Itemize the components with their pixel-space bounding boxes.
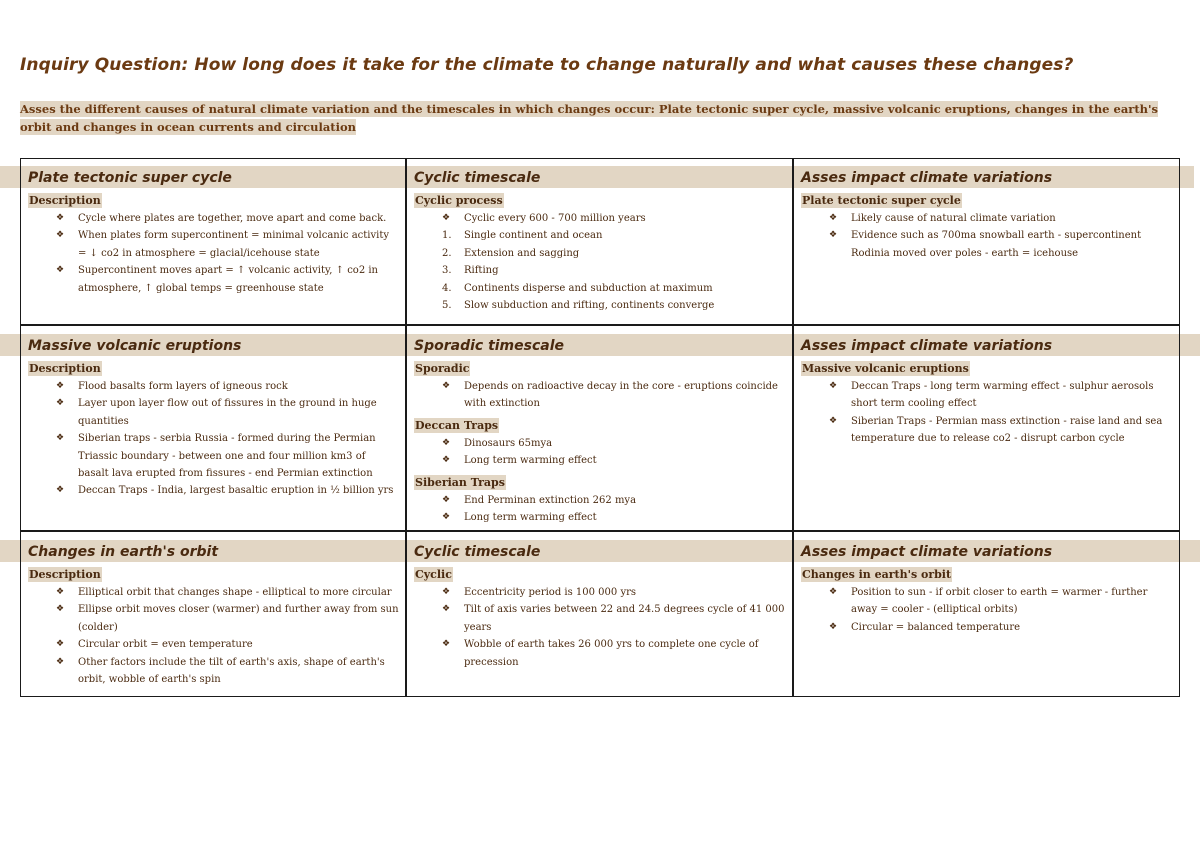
diamond-bullet-icon: ❖ <box>442 604 451 615</box>
list-item-text: Circular orbit = even temperature <box>78 639 253 651</box>
diamond-bullet-icon: ❖ <box>56 656 65 667</box>
list-item <box>28 378 399 395</box>
bullet-list <box>414 492 786 527</box>
section-label-row <box>801 356 1174 376</box>
bullet-list <box>28 584 399 688</box>
list-item <box>414 227 786 244</box>
intro-statement <box>20 100 1180 136</box>
diamond-bullet-icon: ❖ <box>56 604 65 615</box>
list-item-text: Rifting <box>464 265 499 277</box>
diamond-bullet-icon: ❖ <box>829 213 838 223</box>
table-cell <box>793 540 1180 636</box>
list-number: 3. <box>442 265 452 277</box>
cell-heading: Plate tectonic super cycle <box>28 170 232 186</box>
list-item-text: Ellipse orbit moves closer (warmer) and further away from sun (colder) <box>78 604 399 633</box>
diamond-bullet-icon: ❖ <box>442 381 451 391</box>
table-cell <box>20 334 405 500</box>
section-label: Description <box>29 194 101 207</box>
list-item <box>414 435 786 452</box>
cell-heading: Asses impact climate variations <box>801 170 1053 186</box>
list-item-text: Long term warming effect <box>464 512 597 524</box>
table-cell <box>793 166 1180 262</box>
bullet-list <box>801 378 1174 448</box>
list-item <box>801 413 1174 448</box>
section-label: Plate tectonic super cycle <box>802 194 961 207</box>
bullet-list <box>414 435 786 470</box>
bullet-list <box>801 210 1174 262</box>
list-item-text: Tilt of axis varies between 22 and 24.5 degrees cycle of 41 000 years <box>464 604 785 633</box>
section-label: Changes in earth's orbit <box>802 568 952 581</box>
cell-heading: Massive volcanic eruptions <box>28 338 242 354</box>
list-item-text: Cycle where plates are together, move apart and come back. <box>78 213 387 224</box>
list-item <box>414 262 786 279</box>
list-item <box>28 395 399 430</box>
list-item-text: Siberian traps - serbia Russia - formed during the Permian Triassic boundary - between one and four million km3 of basalt lava erupted from fissures - end Permian extinction <box>78 433 376 480</box>
list-number: 2. <box>442 247 452 259</box>
list-item-text: Extension and sagging <box>464 247 580 259</box>
bullet-list <box>28 210 399 297</box>
table-cell <box>20 540 405 688</box>
section-label: Cyclic process <box>415 194 503 207</box>
list-item-text: Single continent and ocean <box>464 230 603 242</box>
list-item-text: Supercontinent moves apart = ↑ volcanic activity, ↑ co2 in atmosphere, ↑ global temps = greenhouse state <box>78 265 378 294</box>
section-label: Description <box>29 362 101 375</box>
cell-heading: Cyclic timescale <box>414 170 541 186</box>
list-number: 5. <box>442 300 452 312</box>
diamond-bullet-icon: ❖ <box>56 265 65 276</box>
diamond-bullet-icon: ❖ <box>442 494 451 505</box>
list-item-text: Long term warming effect <box>464 455 597 467</box>
list-item-text: Other factors include the tilt of earth's axis, shape of earth's orbit, wobble of earth's spin <box>78 656 385 686</box>
list-item <box>28 262 399 297</box>
cell-heading: Asses impact climate variations <box>801 338 1053 354</box>
section-label-row <box>28 188 399 208</box>
section-label-row <box>801 188 1174 208</box>
list-item <box>414 280 786 297</box>
diamond-bullet-icon: ❖ <box>829 381 838 391</box>
list-item <box>801 378 1174 413</box>
diamond-bullet-icon: ❖ <box>442 639 451 650</box>
list-item <box>414 378 786 413</box>
diamond-bullet-icon: ❖ <box>442 587 451 597</box>
diamond-bullet-icon: ❖ <box>829 415 838 426</box>
list-item <box>28 227 399 262</box>
cell-heading: Sporadic timescale <box>414 338 565 354</box>
bullet-list <box>801 584 1174 636</box>
list-item <box>414 601 786 636</box>
list-item <box>28 210 399 227</box>
bullet-list <box>28 378 399 500</box>
section-label: Cyclic <box>415 568 452 581</box>
intro-text: Asses the different causes of natural climate variation and the timescales in which changes occur: Plate tectonic super cycle, massive volcanic eruptions, changes in the earth's orbit and changes in ocean currents and circulation <box>20 102 1159 134</box>
section-label-row <box>28 356 399 376</box>
row-divider <box>20 324 1180 326</box>
cell-heading: Asses impact climate variations <box>801 544 1053 560</box>
diamond-bullet-icon: ❖ <box>56 639 65 650</box>
bullet-list <box>414 584 786 671</box>
list-item-text: Deccan Traps - long term warming effect - sulphur aerosols short term cooling effect <box>851 381 1154 410</box>
section-label: Siberian Traps <box>415 475 505 489</box>
list-item <box>28 584 399 601</box>
list-item <box>801 619 1174 636</box>
diamond-bullet-icon: ❖ <box>829 621 838 632</box>
list-item-text: Evidence such as 700ma snowball earth - supercontinent Rodinia moved over poles - earth = icehouse <box>851 230 1142 259</box>
table-cell <box>20 166 405 297</box>
diamond-bullet-icon: ❖ <box>56 381 65 391</box>
list-item-text: Flood basalts form layers of igneous rock <box>78 381 288 392</box>
list-item-text: Dinosaurs 65mya <box>464 437 553 449</box>
section-label-row <box>414 413 786 433</box>
table-cell <box>406 334 792 526</box>
section-label: Massive volcanic eruptions <box>802 362 969 375</box>
list-item-text: Slow subduction and rifting, continents converge <box>464 300 715 312</box>
list-number: 1. <box>442 230 452 242</box>
diamond-bullet-icon: ❖ <box>56 433 65 444</box>
section-label: Sporadic <box>415 362 470 375</box>
numbered-list <box>414 227 786 314</box>
list-item <box>414 297 786 314</box>
list-item <box>801 210 1174 227</box>
section-label-row <box>801 562 1174 582</box>
section-label-row <box>414 356 786 376</box>
diamond-bullet-icon: ❖ <box>56 213 65 223</box>
list-item <box>414 509 786 526</box>
diamond-bullet-icon: ❖ <box>829 230 838 241</box>
list-item <box>414 452 786 469</box>
list-item-text: Siberian Traps - Permian mass extinction - raise land and sea temperature due to release co2 - disrupt carbon cycle <box>851 415 1163 445</box>
cell-heading: Changes in earth's orbit <box>28 544 219 560</box>
diamond-bullet-icon: ❖ <box>56 587 65 597</box>
diamond-bullet-icon: ❖ <box>829 587 838 597</box>
list-item-text: Elliptical orbit that changes shape - elliptical to more circular <box>78 587 392 598</box>
section-label-row <box>28 562 399 582</box>
table-cell <box>793 334 1180 448</box>
diamond-bullet-icon: ❖ <box>56 230 65 241</box>
diamond-bullet-icon: ❖ <box>442 512 451 523</box>
list-item-text: Cyclic every 600 - 700 million years <box>464 213 646 224</box>
list-item-text: Eccentricity period is 100 000 yrs <box>464 587 637 598</box>
cell-heading: Cyclic timescale <box>414 544 541 560</box>
diamond-bullet-icon: ❖ <box>56 398 65 409</box>
list-item <box>28 601 399 636</box>
row-divider <box>20 530 1180 532</box>
list-item <box>414 584 786 601</box>
list-item <box>414 210 786 227</box>
bullet-list <box>414 210 786 227</box>
list-item-text: Circular = balanced temperature <box>851 621 1021 633</box>
list-number: 4. <box>442 282 452 294</box>
list-item-text: Deccan Traps - India, largest basaltic eruption in ½ billion yrs <box>78 485 394 497</box>
diamond-bullet-icon: ❖ <box>442 213 451 223</box>
list-item-text: Wobble of earth takes 26 000 yrs to complete one cycle of precession <box>464 639 759 668</box>
inquiry-question-title: Inquiry Question: How long does it take for the climate to change naturally and what causes these changes? <box>20 55 1074 75</box>
section-label-row <box>414 470 786 490</box>
list-item-text: Continents disperse and subduction at maximum <box>464 282 713 294</box>
list-item <box>28 654 399 689</box>
section-label-row <box>414 562 786 582</box>
diamond-bullet-icon: ❖ <box>56 485 65 496</box>
bullet-list <box>414 378 786 413</box>
section-label: Description <box>29 568 101 581</box>
section-label: Deccan Traps <box>415 418 499 432</box>
diamond-bullet-icon: ❖ <box>442 455 451 466</box>
list-item <box>801 227 1174 262</box>
list-item-text: End Perminan extinction 262 mya <box>464 494 637 506</box>
list-item-text: Position to sun - if orbit closer to earth = warmer - further away = cooler - (elliptical orbits) <box>851 587 1148 616</box>
table-cell <box>406 166 792 314</box>
list-item <box>28 430 399 482</box>
list-item <box>414 636 786 671</box>
list-item <box>28 636 399 653</box>
list-item <box>414 245 786 262</box>
table-cell <box>406 540 792 671</box>
diamond-bullet-icon: ❖ <box>442 437 451 448</box>
list-item-text: Likely cause of natural climate variation <box>851 213 1056 224</box>
section-label-row <box>414 188 786 208</box>
list-item <box>28 482 399 499</box>
list-item <box>801 584 1174 619</box>
list-item <box>414 492 786 509</box>
list-item-text: Layer upon layer flow out of fissures in the ground in huge quantities <box>78 398 377 427</box>
list-item-text: Depends on radioactive decay in the core - eruptions coincide with extinction <box>464 381 778 410</box>
list-item-text: When plates form supercontinent = minimal volcanic activity = ↓ co2 in atmosphere = glacial/icehouse state <box>78 230 390 259</box>
